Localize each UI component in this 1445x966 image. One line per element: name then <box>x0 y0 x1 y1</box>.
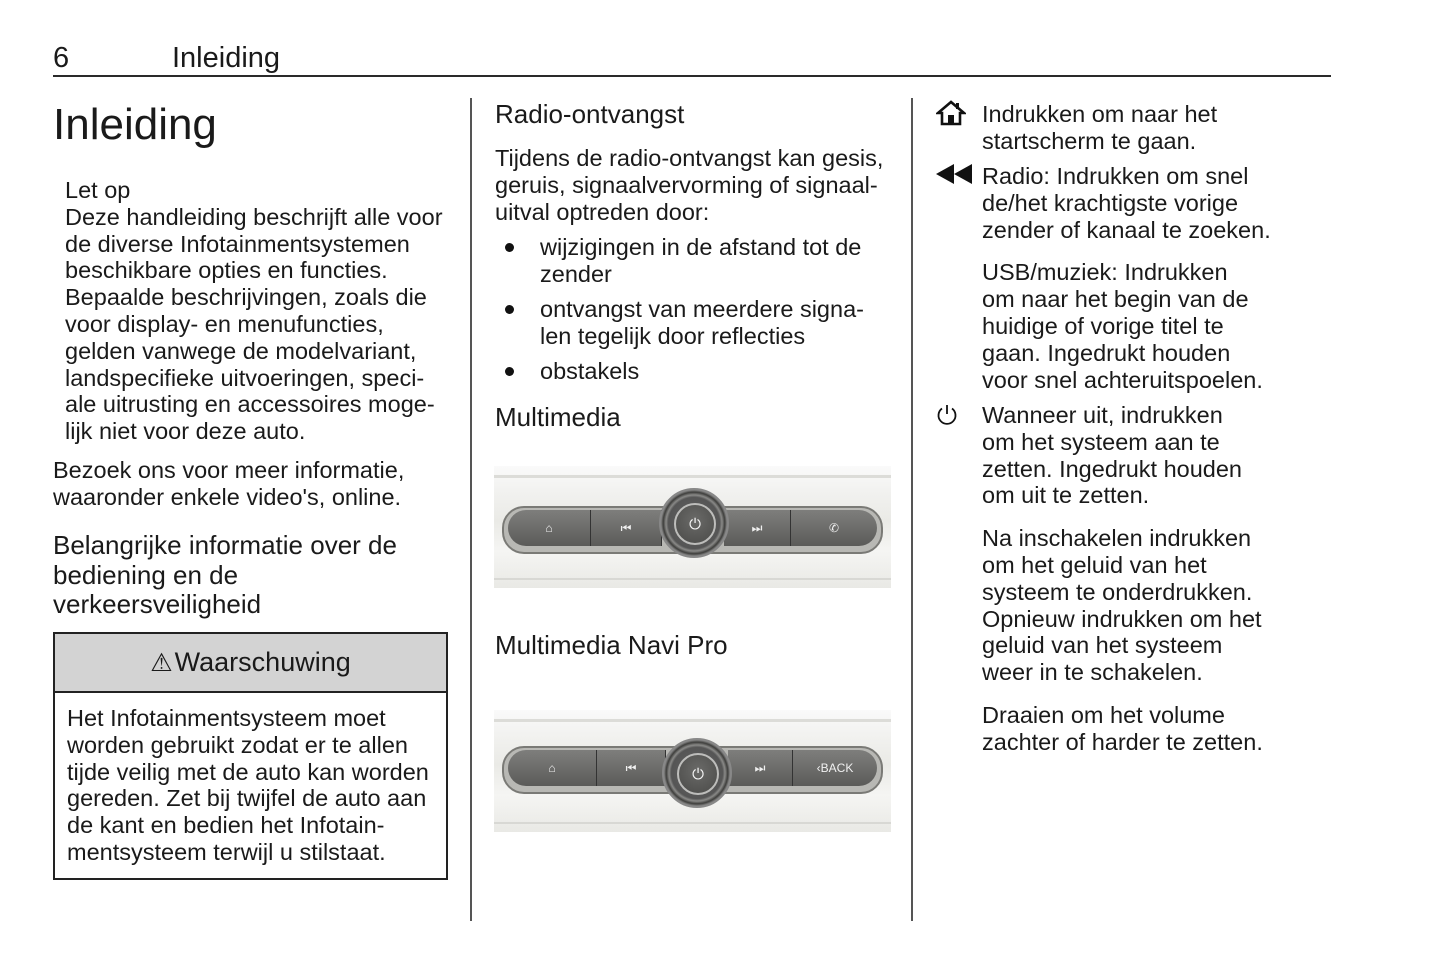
info-line: Bezoek ons voor meer informatie, <box>53 457 405 483</box>
definition-line: om naar het begin van de <box>982 286 1249 313</box>
definition-line: zetten. Ingedrukt houden <box>982 455 1243 482</box>
warning-line: mentsysteem terwijl u stilstaat. <box>67 838 386 865</box>
radio-line: geruis, signaalvervorming of signaal- <box>495 171 878 198</box>
note-line: ale uitrusting en accessoires moge- <box>65 391 435 418</box>
next-button: ⏭ <box>724 510 791 546</box>
note-text <box>65 204 455 445</box>
back-button: ‹BACK <box>793 750 877 786</box>
definition-line: om uit te zetten. <box>982 482 1150 509</box>
list-line: len tegelijk door reflecties <box>540 322 806 349</box>
note-line: gelden vanwege de modelvariant, <box>65 337 417 364</box>
info-line: waaronder enkele video's, online. <box>53 483 402 510</box>
bullet-icon <box>505 367 514 376</box>
previous-button: ⏮ <box>591 510 662 546</box>
list-item <box>495 358 895 385</box>
power-icon <box>935 403 959 432</box>
definition-line: zachter of harder te zetten. <box>982 728 1263 755</box>
list-line: wijzigingen in de afstand tot de <box>540 234 862 260</box>
definition-line: om het systeem aan te <box>982 428 1220 455</box>
list-item <box>495 296 895 350</box>
note-line: voor display- en menufuncties, <box>65 310 384 337</box>
info-paragraph <box>53 457 453 511</box>
definition-line: Wanneer uit, indrukken <box>982 402 1223 428</box>
list-line: ontvangst van meerdere signa- <box>540 296 864 323</box>
header-rule <box>53 75 1331 77</box>
note-line: de diverse Infotainmentsystemen <box>65 230 410 257</box>
home-button: ⌂ <box>508 510 591 546</box>
warning-line: tijde veilig met de auto kan worden <box>67 758 429 785</box>
navi-pro-panel-image <box>494 710 891 832</box>
definition-line: USB/muziek: Indrukken <box>982 259 1228 286</box>
warning-triangle-icon: ⚠ <box>150 648 173 677</box>
previous-button: ⏮ <box>597 750 666 786</box>
warning-body <box>55 693 446 866</box>
note-label: Let op <box>65 177 131 203</box>
definition-line: Na inschakelen indrukken <box>982 525 1252 552</box>
panel-trim <box>494 475 891 478</box>
definition-line: voor snel achteruitspoelen. <box>982 366 1263 393</box>
definition-line: weer in te schakelen. <box>982 659 1203 686</box>
warning-box <box>53 632 448 880</box>
radio-paragraph <box>495 145 895 225</box>
note-line: beschikbare opties en functies. <box>65 257 388 284</box>
note-line: landspecifieke uitvoeringen, speci- <box>65 364 425 391</box>
definition-line: om het geluid van het <box>982 551 1207 578</box>
power-knob: ⏻ <box>677 753 719 795</box>
panel-trim <box>494 719 891 722</box>
home-button: ⌂ <box>508 750 597 786</box>
definition-line: zender of kanaal te zoeken. <box>982 216 1271 243</box>
radio-line: uitval optreden door: <box>495 198 710 225</box>
bullet-icon <box>505 243 514 252</box>
bullet-icon <box>505 305 514 314</box>
radio-line: Tijdens de radio-ontvangst kan gesis, <box>495 145 884 171</box>
column-divider-2 <box>911 98 913 921</box>
panel-trim <box>494 822 891 824</box>
navi-pro-heading: Multimedia Navi Pro <box>495 630 728 660</box>
warning-line: worden gebruikt zodat er te allen <box>67 731 408 758</box>
column-divider-1 <box>470 98 472 921</box>
page-number: 6 <box>53 42 70 74</box>
definition-line: Indrukken om naar het <box>982 101 1218 127</box>
radio-heading: Radio-ontvangst <box>495 99 685 129</box>
rewind-icon <box>936 163 974 190</box>
section-heading-safety <box>53 531 453 620</box>
definition-power <box>982 402 1302 756</box>
definition-line: Draaien om het volume <box>982 701 1225 728</box>
definition-rewind <box>982 163 1302 393</box>
definition-line: Opnieuw indrukken om het <box>982 605 1262 632</box>
definition-home <box>982 101 1302 155</box>
next-button: ⏭ <box>728 750 793 786</box>
panel-trim <box>494 578 891 580</box>
definition-line: gaan. Ingedrukt houden <box>982 339 1231 366</box>
multimedia-heading: Multimedia <box>495 402 621 432</box>
list-item <box>495 234 895 288</box>
heading-line: verkeersveiligheid <box>53 589 262 619</box>
note-line: Deze handleiding beschrijft alle voor <box>65 203 443 230</box>
heading-line: bediening en de <box>53 559 239 590</box>
multimedia-panel-image <box>494 466 891 588</box>
warning-title: Waarschuwing <box>174 647 351 677</box>
warning-header <box>55 634 446 693</box>
warning-line: Het Infotainmentsysteem moet <box>67 705 386 731</box>
note-line: lijk niet voor deze auto. <box>65 418 306 445</box>
running-head-chapter: Inleiding <box>172 42 281 74</box>
home-icon <box>936 100 966 131</box>
power-knob: ⏻ <box>674 503 716 545</box>
definition-line: huidige of vorige titel te <box>982 312 1224 339</box>
warning-line: de kant en bedien het Infotain- <box>67 812 385 839</box>
warning-line: gereden. Zet bij twijfel de auto aan <box>67 785 427 812</box>
note-block <box>65 177 455 445</box>
definition-line: Radio: Indrukken om snel <box>982 163 1249 189</box>
phone-button: ✆ <box>791 510 877 546</box>
definition-line: systeem te onderdrukken. <box>982 578 1253 605</box>
definition-line: de/het krachtigste vorige <box>982 189 1239 216</box>
definition-line: geluid van het systeem <box>982 632 1223 659</box>
list-line: zender <box>540 260 612 287</box>
definition-line: startscherm te gaan. <box>982 127 1197 154</box>
note-line: Bepaalde beschrijvingen, zoals die <box>65 284 427 311</box>
list-line: obstakels <box>540 358 640 385</box>
interference-list <box>495 234 895 393</box>
page-title: Inleiding <box>53 100 217 149</box>
heading-line: Belangrijke informatie over de <box>53 530 397 560</box>
